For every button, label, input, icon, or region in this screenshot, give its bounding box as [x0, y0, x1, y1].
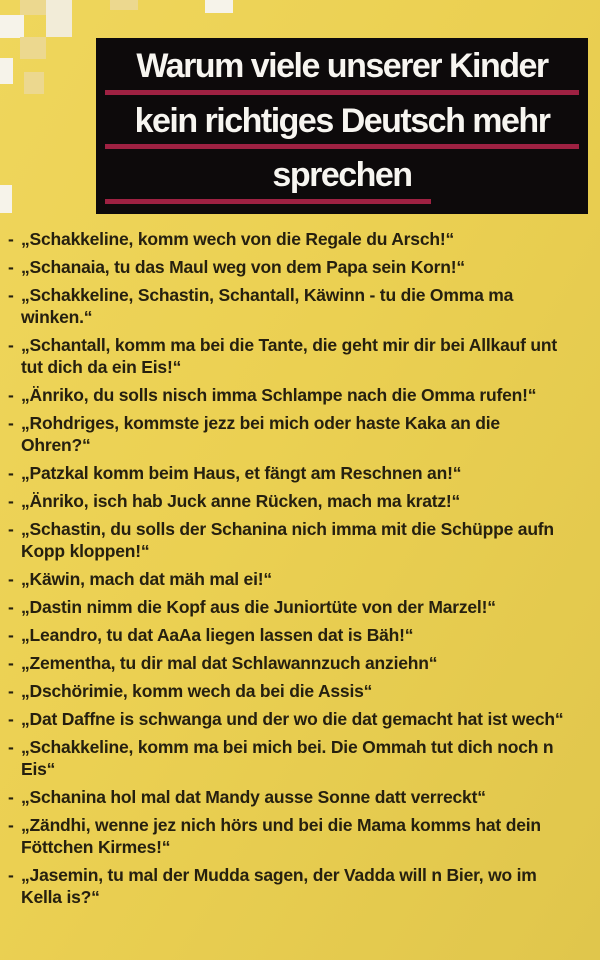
checker-square: [0, 58, 13, 84]
bullet-dash: -: [8, 569, 14, 589]
title-line-2: kein richtiges Deutsch mehr: [134, 101, 550, 140]
quote-text: „Änriko, du solls nisch imma Schlampe nach die Omma rufen!“: [21, 385, 537, 405]
quote-text: „Schakkeline, Schastin, Schantall, Käwinn - tu die Omma ma winken.“: [21, 285, 514, 327]
list-item: [8, 384, 594, 406]
list-item: [8, 708, 594, 730]
list-item: [8, 568, 594, 590]
checker-square: [46, 15, 72, 37]
checker-square: [46, 0, 72, 15]
title-line-1: Warum viele unserer Kinder: [136, 47, 548, 85]
quote-text: „Zändhi, wenne jez nich hörs und bei die Mama komms hat dein Föttchen Kirmes!“: [21, 815, 541, 857]
list-item: [8, 814, 594, 858]
list-item: [8, 518, 594, 562]
title-underline-1: [105, 90, 579, 95]
bullet-dash: -: [8, 625, 14, 645]
list-item: [8, 256, 594, 278]
bullet-dash: -: [8, 653, 14, 673]
quote-text: „Schakkeline, komm wech von die Regale du Arsch!“: [21, 229, 455, 249]
quote-text: „Dat Daffne is schwanga und der wo die dat gemacht hat ist wech“: [21, 709, 564, 729]
checker-square: [205, 0, 233, 13]
list-item: [8, 652, 594, 674]
quote-list: [8, 228, 594, 914]
bullet-dash: -: [8, 597, 14, 617]
bullet-dash: -: [8, 257, 14, 277]
bullet-dash: -: [8, 681, 14, 701]
title-underline-2: [105, 144, 579, 149]
quote-text: „Schantall, komm ma bei die Tante, die geht mir dir bei Allkauf unt tut dich da ein Eis!“: [21, 335, 558, 377]
checker-square: [20, 37, 46, 59]
quote-text: „Patzkal komm beim Haus, et fängt am Reschnen an!“: [21, 463, 462, 483]
checker-square: [20, 0, 46, 15]
bullet-dash: -: [8, 463, 14, 483]
bullet-dash: -: [8, 413, 14, 433]
list-item: [8, 786, 594, 808]
quote-text: „Schakkeline, komm ma bei mich bei. Die Ommah tut dich noch n Eis“: [21, 737, 554, 779]
quote-text: „Schanina hol mal dat Mandy ausse Sonne datt verreckt“: [21, 787, 486, 807]
title-panel: [96, 38, 588, 214]
quote-text: „Zementha, tu dir mal dat Schlawannzuch anziehn“: [21, 653, 438, 673]
bullet-dash: -: [8, 385, 14, 405]
checker-square: [0, 15, 24, 38]
bullet-dash: -: [8, 519, 14, 539]
list-item: [8, 284, 594, 328]
quote-text: „Dschörimie, komm wech da bei die Assis“: [21, 681, 373, 701]
list-item: [8, 490, 594, 512]
checker-square: [24, 72, 44, 94]
quote-text: „Dastin nimm die Kopf aus die Juniortüte von der Marzel!“: [21, 597, 496, 617]
list-item: [8, 596, 594, 618]
bullet-dash: -: [8, 787, 14, 807]
bullet-dash: -: [8, 335, 14, 355]
quote-text: „Schanaia, tu das Maul weg von dem Papa sein Korn!“: [21, 257, 465, 277]
quote-text: „Schastin, du solls der Schanina nich imma mit die Schüppe aufn Kopp kloppen!“: [21, 519, 554, 561]
bullet-dash: -: [8, 229, 14, 249]
list-item: [8, 228, 594, 250]
bullet-dash: -: [8, 815, 14, 835]
quote-text: „Rohdriges, kommste jezz bei mich oder haste Kaka an die Ohren?“: [21, 413, 500, 455]
list-item: [8, 334, 594, 378]
list-item: [8, 412, 594, 456]
quote-text: „Leandro, tu dat AaAa liegen lassen dat is Bäh!“: [21, 625, 414, 645]
title-line-3: sprechen: [272, 156, 412, 195]
title-underline-3: [105, 199, 431, 204]
list-item: [8, 864, 594, 908]
quote-text: „Änriko, isch hab Juck anne Rücken, mach ma kratz!“: [21, 491, 461, 511]
bullet-dash: -: [8, 285, 14, 305]
checker-square: [110, 0, 138, 10]
quote-text: „Jasemin, tu mal der Mudda sagen, der Vadda will n Bier, wo im Kella is?“: [21, 865, 537, 907]
bullet-dash: -: [8, 737, 14, 757]
quote-text: „Käwin, mach dat mäh mal ei!“: [21, 569, 272, 589]
checker-square: [0, 185, 12, 213]
list-item: [8, 680, 594, 702]
list-item: [8, 736, 594, 780]
bullet-dash: -: [8, 865, 14, 885]
list-item: [8, 462, 594, 484]
bullet-dash: -: [8, 491, 14, 511]
bullet-dash: -: [8, 709, 14, 729]
list-item: [8, 624, 594, 646]
